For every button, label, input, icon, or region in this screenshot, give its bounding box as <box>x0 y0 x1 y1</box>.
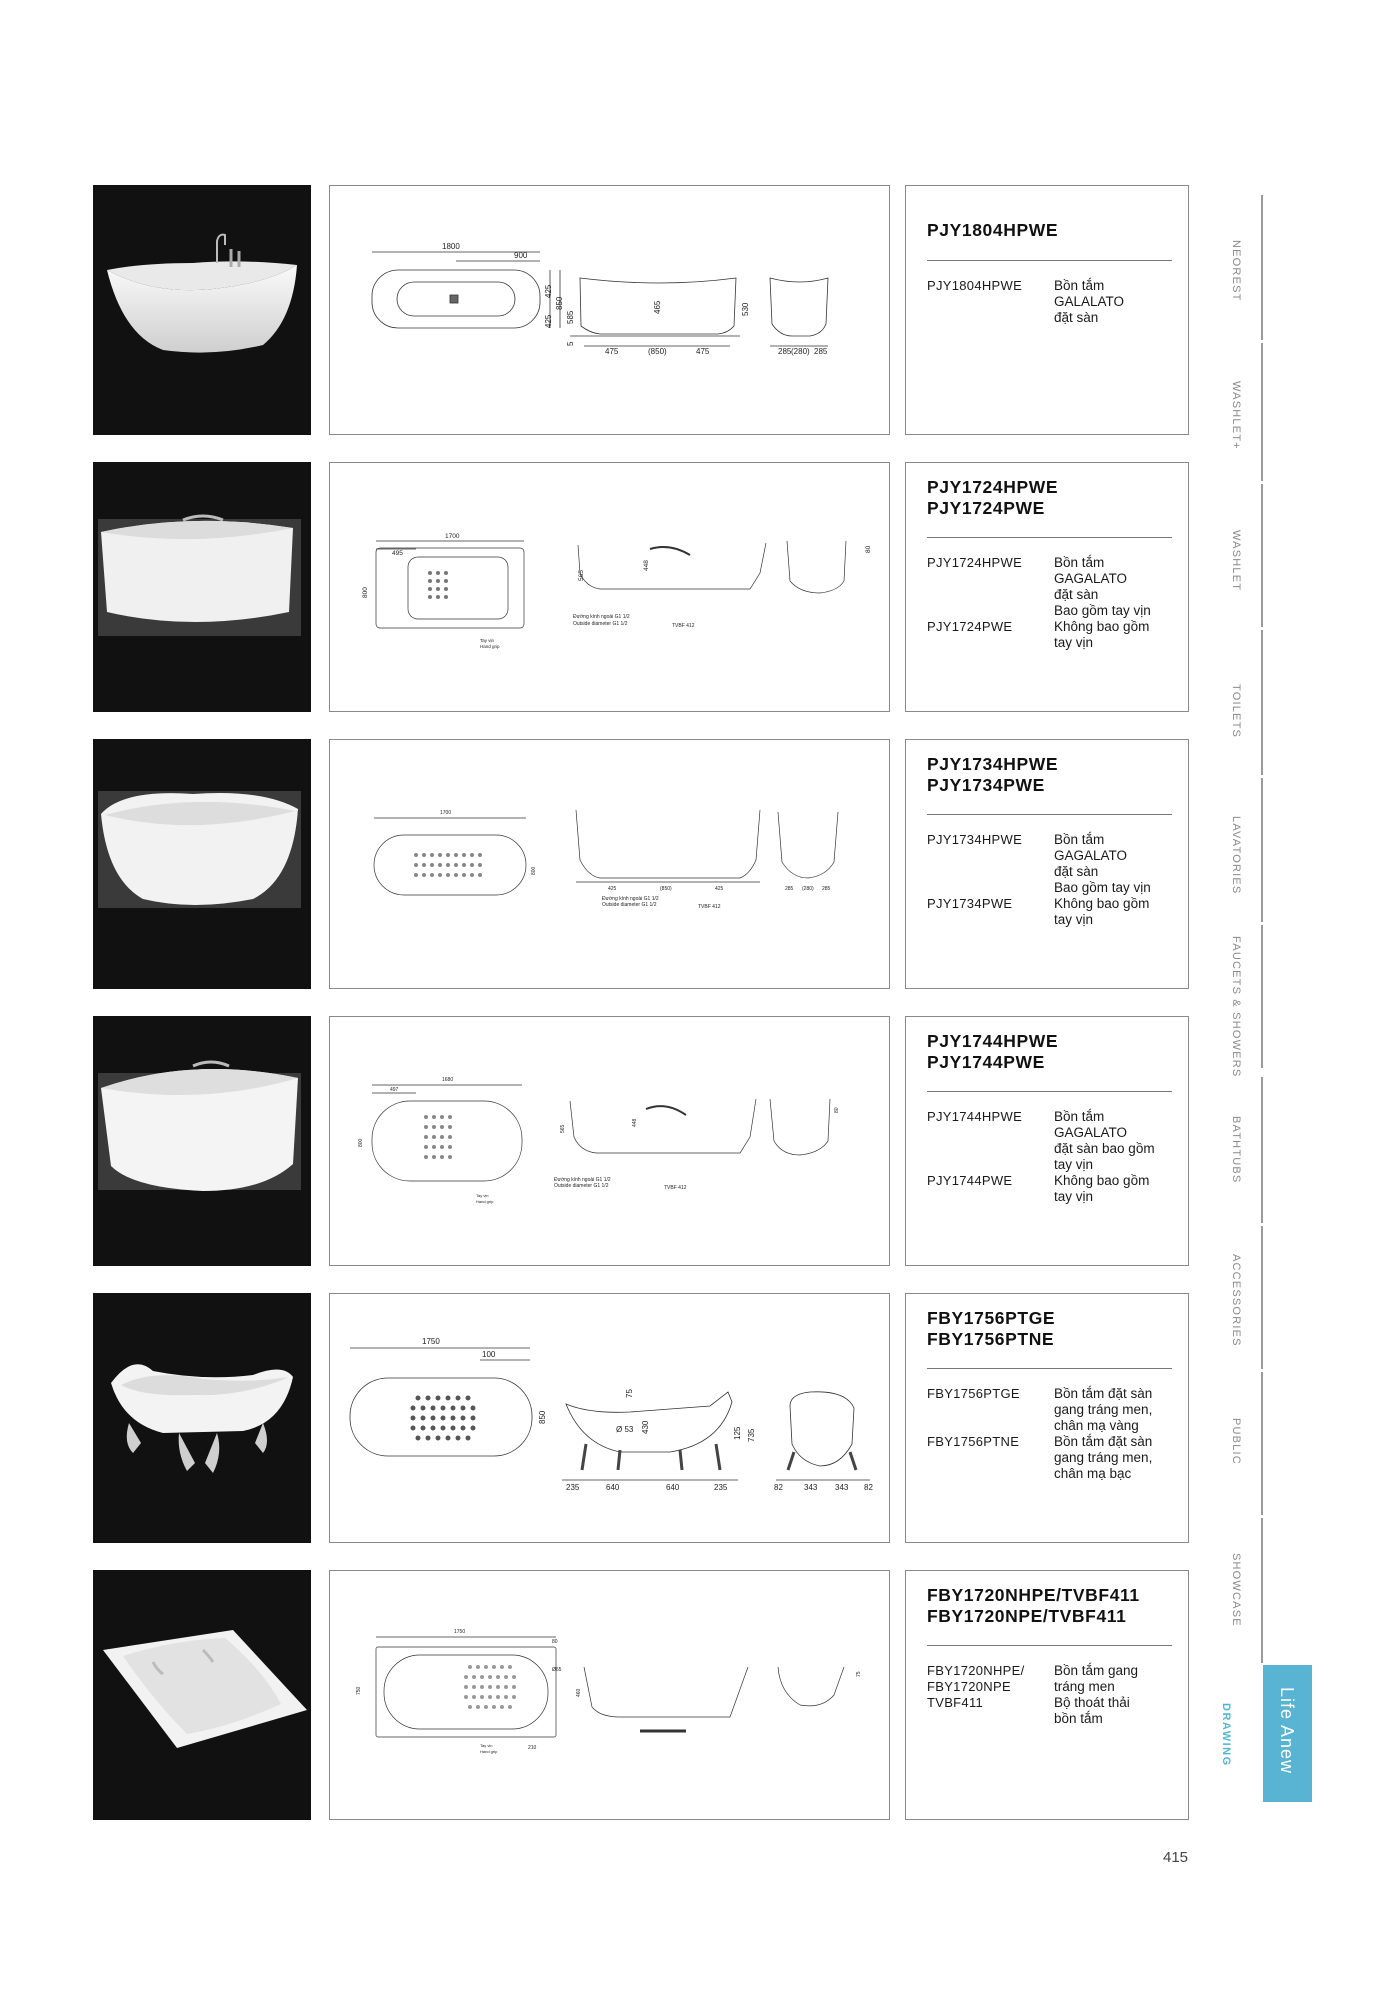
dim-label: 425 <box>544 314 553 328</box>
drawing-note: Đường kính ngoài G1 1/2 <box>573 614 630 620</box>
life-anew-tab[interactable] <box>1263 1665 1312 1802</box>
nav-divider <box>1261 1372 1263 1515</box>
title-line: FBY1756PTGE <box>927 1308 1056 1328</box>
spec-item <box>927 1109 1177 1173</box>
spec-list <box>927 555 1177 651</box>
nav-divider <box>1261 343 1263 481</box>
dim-label: 82 <box>864 1483 873 1492</box>
spec-panel-1 <box>905 185 1189 435</box>
title-line: PJY1724PWE <box>927 498 1045 518</box>
dim-label: 285 <box>778 347 792 356</box>
drawing-note: Tay vịn <box>480 1743 493 1748</box>
dim-label: 497 <box>390 1087 399 1093</box>
spec-list <box>927 1109 1177 1205</box>
dim-label: 530 <box>741 302 750 316</box>
drawing-note: Hand grip <box>480 1749 498 1754</box>
drawing-note: TVBF 412 <box>664 1185 687 1191</box>
model-description: Không bao gồm tay vịn <box>1054 896 1150 927</box>
dim-label: 425 <box>544 284 553 298</box>
dim-label: 850 <box>538 1410 547 1424</box>
product-photo-4 <box>93 1016 311 1266</box>
technical-drawing-2 <box>329 462 890 712</box>
dim-label: 1680 <box>442 1077 454 1083</box>
clawfoot-bathtub-image <box>93 1293 311 1543</box>
dim-label: 285 <box>785 886 794 892</box>
nav-divider <box>1261 195 1263 340</box>
model-code: FBY1756PTGE <box>927 1386 1020 1401</box>
product-photo-5 <box>93 1293 311 1543</box>
dim-label: 285 <box>822 886 831 892</box>
nav-divider <box>1261 484 1263 627</box>
model-description: Không bao gồm tay vịn <box>1054 619 1150 650</box>
model-description: Bồn tắm GAGALATO đặt sàn Bao gồm tay vịn <box>1054 832 1151 895</box>
dim-label: 735 <box>747 1428 756 1442</box>
title-line: PJY1804HPWE <box>927 220 1059 240</box>
model-description: Bồn tắm đặt sàn gang tráng men, chân mạ bạc <box>1054 1434 1153 1481</box>
product-row-5 <box>93 1293 1189 1543</box>
dim-label: 1700 <box>440 810 452 816</box>
product-photo-2 <box>93 462 311 712</box>
spec-item <box>927 1173 1177 1205</box>
technical-drawing-3 <box>329 739 890 989</box>
nav-divider <box>1261 630 1263 775</box>
dim-label: 850 <box>555 296 564 310</box>
spec-panel-2 <box>905 462 1189 712</box>
dim-label: 80 <box>865 545 872 553</box>
dim-label: 565 <box>578 570 585 581</box>
title-line: FBY1720NHPE/TVBF411 <box>927 1585 1140 1605</box>
drawing-note: Outside diameter G1 1/2 <box>573 621 628 627</box>
spec-list <box>927 832 1177 928</box>
spec-item <box>927 1386 1177 1434</box>
oval-bathtub-image <box>93 1016 311 1266</box>
product-photo-3 <box>93 739 311 989</box>
dim-label: (280) <box>791 347 810 356</box>
spec-list <box>927 1663 1177 1727</box>
spec-list <box>927 1386 1177 1482</box>
dim-label: 475 <box>605 347 619 356</box>
nav-divider <box>1261 1226 1263 1369</box>
spec-item <box>927 1434 1177 1482</box>
drawing-note: Đường kính ngoài G1 1/2 <box>554 1177 611 1183</box>
dim-label: 475 <box>696 347 710 356</box>
model-code: FBY1720NHPE/ FBY1720NPE TVBF411 <box>927 1663 1025 1710</box>
divider <box>927 1091 1172 1092</box>
product-title <box>927 1585 1172 1627</box>
dim-label: 640 <box>606 1483 620 1492</box>
spec-item <box>927 896 1177 928</box>
title-line: PJY1744PWE <box>927 1052 1045 1072</box>
technical-drawing-6 <box>329 1570 890 1820</box>
model-description: Không bao gồm tay vịn <box>1054 1173 1150 1204</box>
spec-item <box>927 832 1177 896</box>
spec-panel-6 <box>905 1570 1189 1820</box>
drawing-note: Hand grip <box>480 644 500 649</box>
title-line: PJY1734PWE <box>927 775 1045 795</box>
page-number: 415 <box>1163 1849 1189 1866</box>
nav-divider <box>1261 778 1263 922</box>
dim-label: 235 <box>566 1483 580 1492</box>
product-row-3 <box>93 739 1189 989</box>
dim-label: 800 <box>358 1138 364 1147</box>
dim-label: 448 <box>643 560 650 571</box>
bathtub-with-grips-image <box>93 462 311 712</box>
title-line: FBY1756PTNE <box>927 1329 1055 1349</box>
spec-item <box>927 555 1177 619</box>
spec-item <box>927 1663 1177 1727</box>
drawing-note: Tay vịn <box>480 638 495 643</box>
product-row-1 <box>93 185 1189 435</box>
model-description: Bồn tắm gang tráng men Bộ thoát thải bồn tắm <box>1054 1663 1139 1726</box>
spec-panel-5 <box>905 1293 1189 1543</box>
dim-label: 343 <box>835 1483 849 1492</box>
model-description: Bồn tắm GAGALATO đặt sàn Bao gồm tay vịn <box>1054 555 1151 618</box>
model-code: PJY1744HPWE <box>927 1109 1023 1124</box>
drawing-note: Đường kính ngoài G1 1/2 <box>602 896 659 902</box>
product-photo-6 <box>93 1570 311 1820</box>
built-in-cast-iron-bathtub-image <box>93 1570 311 1820</box>
product-title <box>927 220 1172 241</box>
drawing-note: Outside diameter G1 1/2 <box>554 1183 609 1189</box>
spec-list <box>927 278 1177 326</box>
model-description: Bồn tắm GALALATO đặt sàn <box>1054 278 1125 325</box>
dim-label: 750 <box>356 1686 362 1695</box>
dim-label: 1750 <box>422 1337 440 1346</box>
model-code: PJY1724HPWE <box>927 555 1023 570</box>
tab-label: Life Anew <box>1277 1687 1297 1775</box>
product-row-4 <box>93 1016 1189 1266</box>
model-code: PJY1724PWE <box>927 619 1013 634</box>
model-code: PJY1804HPWE <box>927 278 1023 293</box>
dim-label: 343 <box>804 1483 818 1492</box>
dim-label: Ø65 <box>552 1667 562 1673</box>
dim-label: 460 <box>576 1688 582 1697</box>
dim-label: 1800 <box>442 242 460 251</box>
dim-label: 448 <box>632 1118 638 1127</box>
dim-label: 800 <box>531 866 537 875</box>
dim-label: 425 <box>608 886 617 892</box>
divider <box>927 1368 1172 1369</box>
nav-divider <box>1261 1077 1263 1223</box>
title-line: FBY1720NPE/TVBF411 <box>927 1606 1127 1626</box>
drawing-note: Outside diameter G1 1/2 <box>602 902 657 908</box>
dim-label: 5 <box>566 341 575 346</box>
divider <box>927 537 1172 538</box>
model-code: PJY1734HPWE <box>927 832 1023 847</box>
technical-drawing-1 <box>329 185 890 435</box>
dim-label: 82 <box>774 1483 783 1492</box>
dim-label: 285 <box>814 347 828 356</box>
nav-divider <box>1261 1518 1263 1663</box>
technical-drawing-4 <box>329 1016 890 1266</box>
dim-label: 75 <box>856 1671 862 1677</box>
dim-label: 495 <box>392 550 403 557</box>
dim-label: 900 <box>514 251 528 260</box>
product-title <box>927 477 1172 519</box>
dim-label: 585 <box>566 310 575 324</box>
model-description: Bồn tắm đặt sàn gang tráng men, chân mạ vàng <box>1054 1386 1153 1433</box>
drawing-note: Tay vịn <box>476 1193 489 1198</box>
spec-panel-3 <box>905 739 1189 989</box>
dim-label: 80 <box>552 1639 558 1645</box>
dim-label: 1700 <box>445 533 460 540</box>
model-code: PJY1734PWE <box>927 896 1013 911</box>
dim-label: 125 <box>733 1426 742 1440</box>
title-line: PJY1734HPWE <box>927 754 1059 774</box>
divider <box>927 1645 1172 1646</box>
nav-divider <box>1261 925 1263 1068</box>
divider <box>927 814 1172 815</box>
dim-label: 235 <box>714 1483 728 1492</box>
product-row-2 <box>93 462 1189 712</box>
freestanding-bathtub-image <box>93 185 311 435</box>
product-title <box>927 754 1172 796</box>
dim-label: 75 <box>625 1389 634 1398</box>
dim-label: 430 <box>641 1420 650 1434</box>
dim-label: 465 <box>653 300 662 314</box>
section-label-drawing: DRAWING <box>1220 1703 1232 1767</box>
dim-label: 800 <box>362 587 369 598</box>
dim-label: 80 <box>834 1107 840 1113</box>
drawing-note: Hand grip <box>476 1199 494 1204</box>
model-code: PJY1744PWE <box>927 1173 1013 1188</box>
product-title <box>927 1031 1172 1073</box>
model-description: Bồn tắm GAGALATO đặt sàn bao gồm tay vịn <box>1054 1109 1155 1172</box>
divider <box>927 260 1172 261</box>
drawing-note: TVBF 412 <box>698 904 721 910</box>
dim-label: Ø 53 <box>616 1425 634 1434</box>
product-title <box>927 1308 1172 1350</box>
dim-label: (280) <box>802 886 814 892</box>
dim-label: 210 <box>528 1745 537 1751</box>
dim-label: (850) <box>648 347 667 356</box>
drawing-note: TVBF 412 <box>672 623 695 629</box>
dim-label: 1750 <box>454 1629 466 1635</box>
spec-item <box>927 619 1177 651</box>
spec-item <box>927 278 1177 326</box>
bathtub-with-grips-image <box>93 739 311 989</box>
model-code: FBY1756PTNE <box>927 1434 1020 1449</box>
dim-label: 640 <box>666 1483 680 1492</box>
product-row-6 <box>93 1570 1189 1820</box>
dim-label: 565 <box>560 1124 566 1133</box>
product-photo-1 <box>93 185 311 435</box>
technical-drawing-5 <box>329 1293 890 1543</box>
spec-panel-4 <box>905 1016 1189 1266</box>
title-line: PJY1744HPWE <box>927 1031 1059 1051</box>
dim-label: 425 <box>715 886 724 892</box>
dim-label: (850) <box>660 886 672 892</box>
dim-label: 100 <box>482 1350 496 1359</box>
title-line: PJY1724HPWE <box>927 477 1059 497</box>
